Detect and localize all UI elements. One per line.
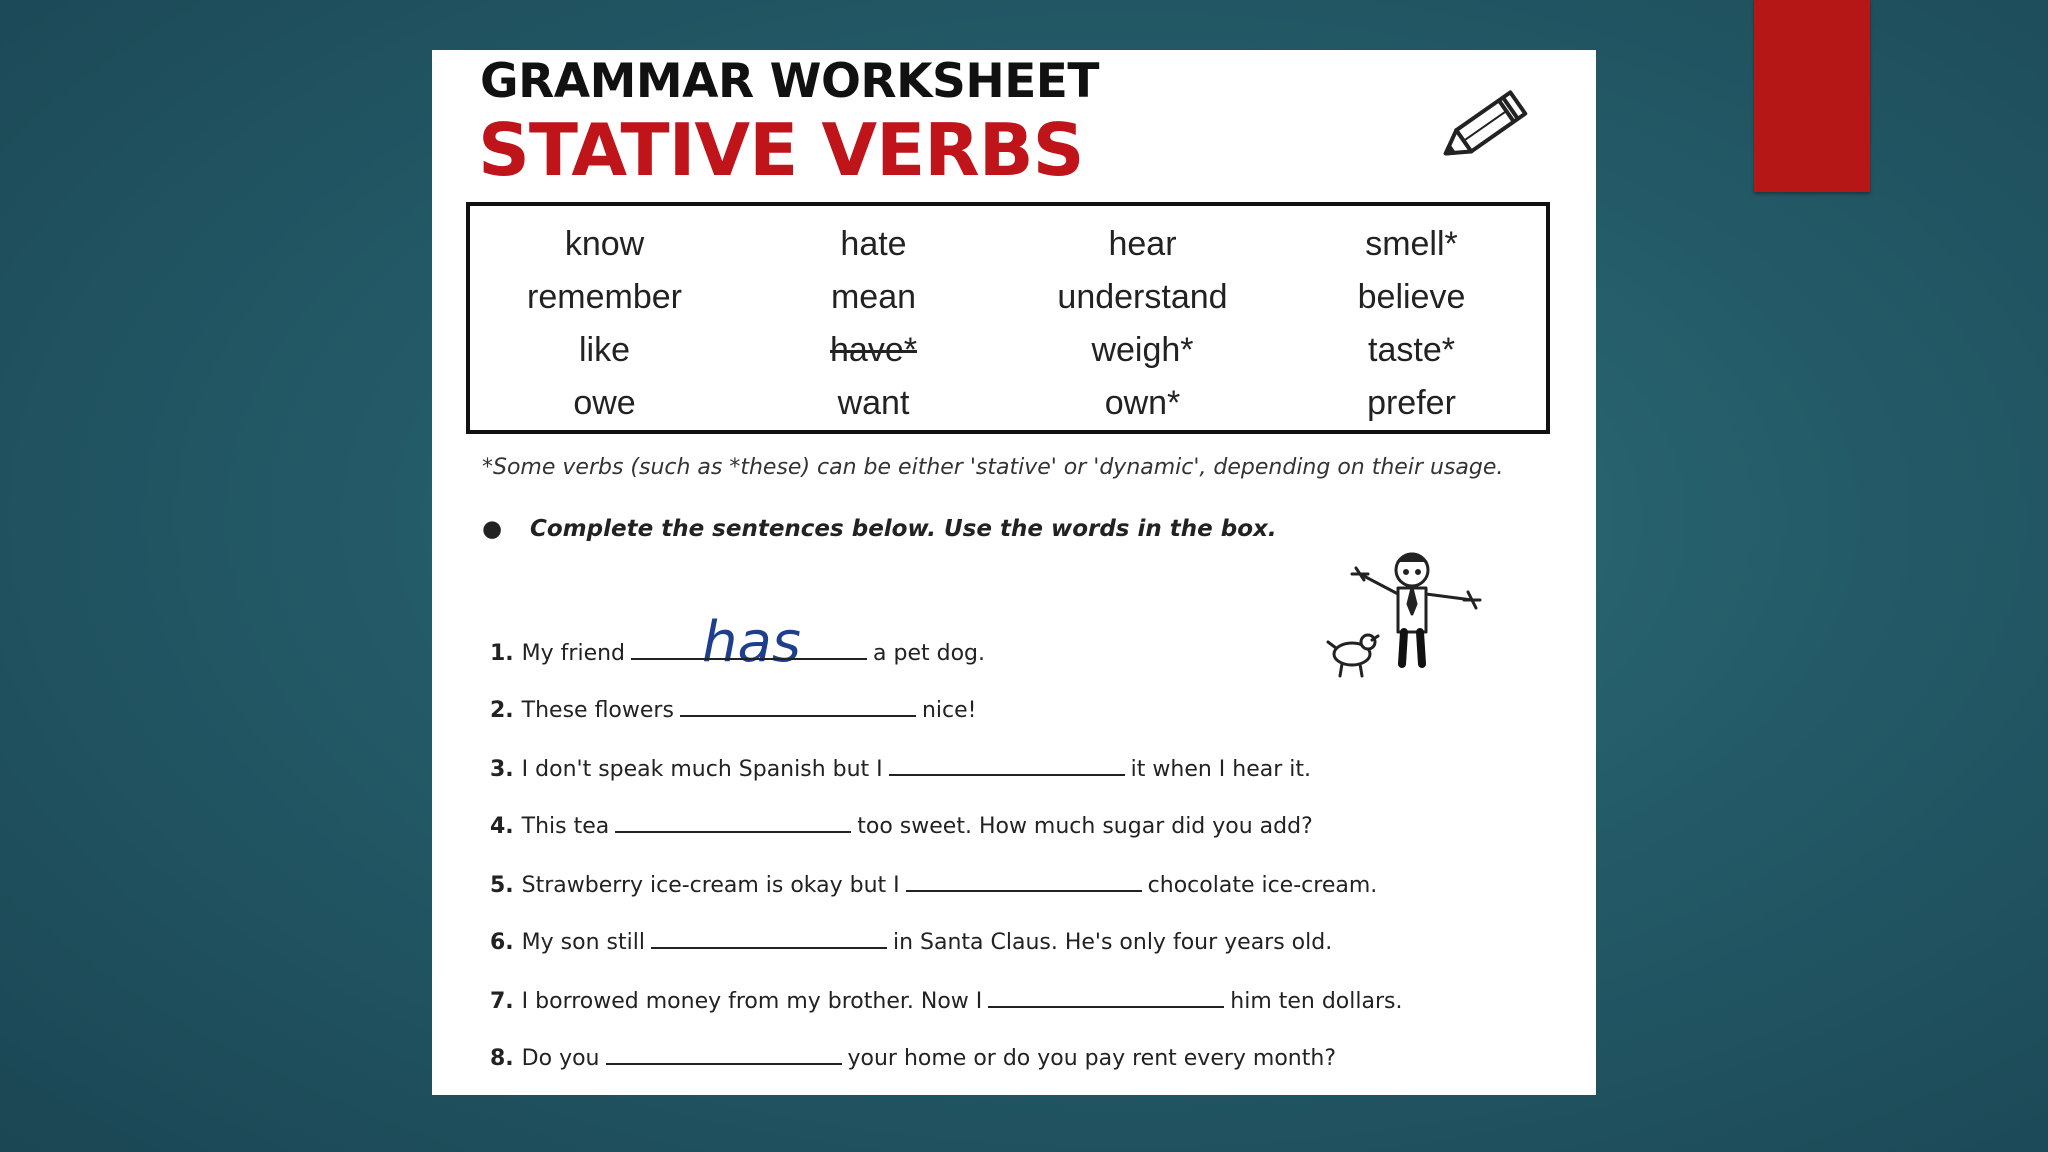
word-know: know [564, 225, 645, 263]
handwritten-answer: has [702, 610, 801, 675]
answer-blank[interactable] [631, 640, 867, 660]
word-owe: owe [573, 384, 636, 422]
sentence-after: chocolate ice-cream. [1147, 873, 1378, 898]
bullet-icon: ● [482, 516, 503, 542]
sentence-before: I borrowed money from my brother. Now I [521, 989, 983, 1014]
sentence-after: it when I hear it. [1130, 757, 1312, 782]
instruction-text: Complete the sentences below. Use the words in the box. [530, 516, 1277, 542]
word-have-struck: have* [830, 331, 917, 369]
sentence-before: My son still [521, 930, 645, 955]
answer-blank[interactable] [906, 872, 1142, 892]
sentence-before: Do you [521, 1046, 600, 1071]
sentence-5 [490, 872, 1377, 898]
answer-blank[interactable] [889, 756, 1125, 776]
sentence-8 [490, 1045, 1336, 1071]
answer-blank[interactable] [680, 697, 916, 717]
sentence-7 [490, 988, 1402, 1014]
word-understand: understand [1057, 278, 1228, 316]
sentence-after: in Santa Claus. He's only four years old. [892, 930, 1333, 955]
sentence-4 [490, 813, 1313, 839]
sentence-number: 3. [490, 757, 514, 782]
sentence-number: 4. [490, 814, 514, 839]
sentence-before: My friend [521, 641, 626, 666]
sentence-after: too sweet. How much sugar did you add? [857, 814, 1313, 839]
sentence-after: him ten dollars. [1230, 989, 1403, 1014]
worksheet-title: GRAMMAR WORKSHEET [480, 54, 1099, 109]
sentence-after: nice! [921, 698, 977, 723]
worksheet-page [432, 50, 1596, 1095]
sentence-after: a pet dog. [873, 641, 985, 666]
word-mean: mean [830, 278, 917, 316]
word-hate: hate [840, 225, 907, 263]
worksheet-subtitle: STATIVE VERBS [478, 108, 1084, 192]
sentence-after: your home or do you pay rent every month? [847, 1046, 1337, 1071]
sentence-before: These flowers [521, 698, 674, 723]
sentence-3 [490, 756, 1311, 782]
word-believe: believe [1357, 278, 1466, 316]
accent-tab [1754, 0, 1870, 192]
sentence-number: 1. [490, 641, 514, 666]
answer-blank[interactable] [988, 988, 1224, 1008]
sentence-number: 8. [490, 1046, 514, 1071]
word-taste: taste* [1368, 331, 1455, 369]
sentence-6 [490, 929, 1332, 955]
word-grid [470, 206, 1546, 430]
word-want: want [837, 384, 910, 422]
sentence-before: This tea [521, 814, 610, 839]
sentence-number: 2. [490, 698, 514, 723]
word-smell: smell* [1365, 225, 1458, 263]
word-like: like [578, 331, 631, 369]
cartoon-illustration [1312, 544, 1492, 694]
word-hear: hear [1108, 225, 1177, 263]
sentence-before: I don't speak much Spanish but I [521, 757, 883, 782]
word-box [466, 202, 1550, 434]
sentence-number: 7. [490, 989, 514, 1014]
sentence-before: Strawberry ice-cream is okay but I [521, 873, 900, 898]
usage-note: *Some verbs (such as *these) can be either 'stative' or 'dynamic', depending on their usage. [482, 455, 1504, 480]
word-prefer: prefer [1367, 384, 1456, 422]
sentence-2 [490, 697, 976, 723]
word-remember: remember [527, 278, 682, 316]
instruction [482, 516, 1277, 542]
answer-blank[interactable] [615, 813, 851, 833]
word-weigh: weigh* [1091, 331, 1194, 369]
sentence-number: 6. [490, 930, 514, 955]
pencil-icon [1432, 72, 1542, 182]
sentence-number: 5. [490, 873, 514, 898]
answer-blank[interactable] [651, 929, 887, 949]
answer-blank[interactable] [606, 1045, 842, 1065]
sentence-1 [490, 640, 985, 666]
word-own: own* [1104, 384, 1181, 422]
